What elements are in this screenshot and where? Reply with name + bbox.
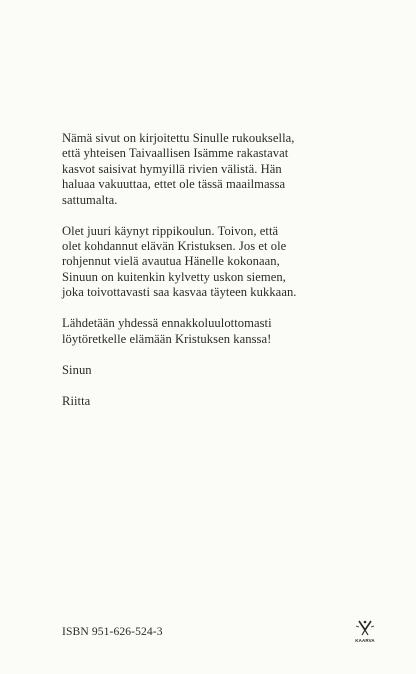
text-line: haluaa vakuuttaa, ettet ole tässä maailmassa xyxy=(62,177,286,192)
text-line: olet kohdannut elävän Kristuksen. Jos et ole xyxy=(62,239,287,254)
text-line: Nämä sivut on kirjoitettu Sinulle rukouksella, xyxy=(62,131,295,145)
dedication-text xyxy=(62,131,392,425)
text-line: Riitta xyxy=(62,393,91,408)
isbn-number: ISBN 951-626-524-3 xyxy=(62,625,163,638)
paragraph-2 xyxy=(62,224,392,301)
text-line: Sinun xyxy=(62,362,92,377)
closing-salutation xyxy=(62,363,392,378)
text-line: löytöretkelle elämään Kristuksen kanssa! xyxy=(62,331,272,346)
text-line: joka toivottavasti saa kasvaa täyteen kukkaan. xyxy=(62,285,297,300)
publisher-logo-icon xyxy=(353,618,377,638)
paragraph-1 xyxy=(62,131,392,208)
text-line: Lähdetään yhdessä ennakkoluulottomasti xyxy=(62,316,272,331)
text-line: Olet juuri käynyt rippikoulun. Toivon, että xyxy=(62,223,279,238)
text-line: kasvot saisivat hymyillä rivien välistä. Hän xyxy=(62,161,282,176)
publisher-logo xyxy=(353,618,377,642)
paragraph-3 xyxy=(62,316,392,347)
text-line: sattumalta. xyxy=(62,192,118,207)
publisher-name: KAARVA xyxy=(355,638,375,643)
text-line: rohjennut vielä avautua Hänelle kokonaan, xyxy=(62,254,280,269)
text-line: että yhteisen Taivaallisen Isämme rakastavat xyxy=(62,146,289,161)
text-line: Sinuun on kuitenkin kylvetty uskon siemen, xyxy=(62,269,286,284)
signature-name xyxy=(62,394,392,409)
